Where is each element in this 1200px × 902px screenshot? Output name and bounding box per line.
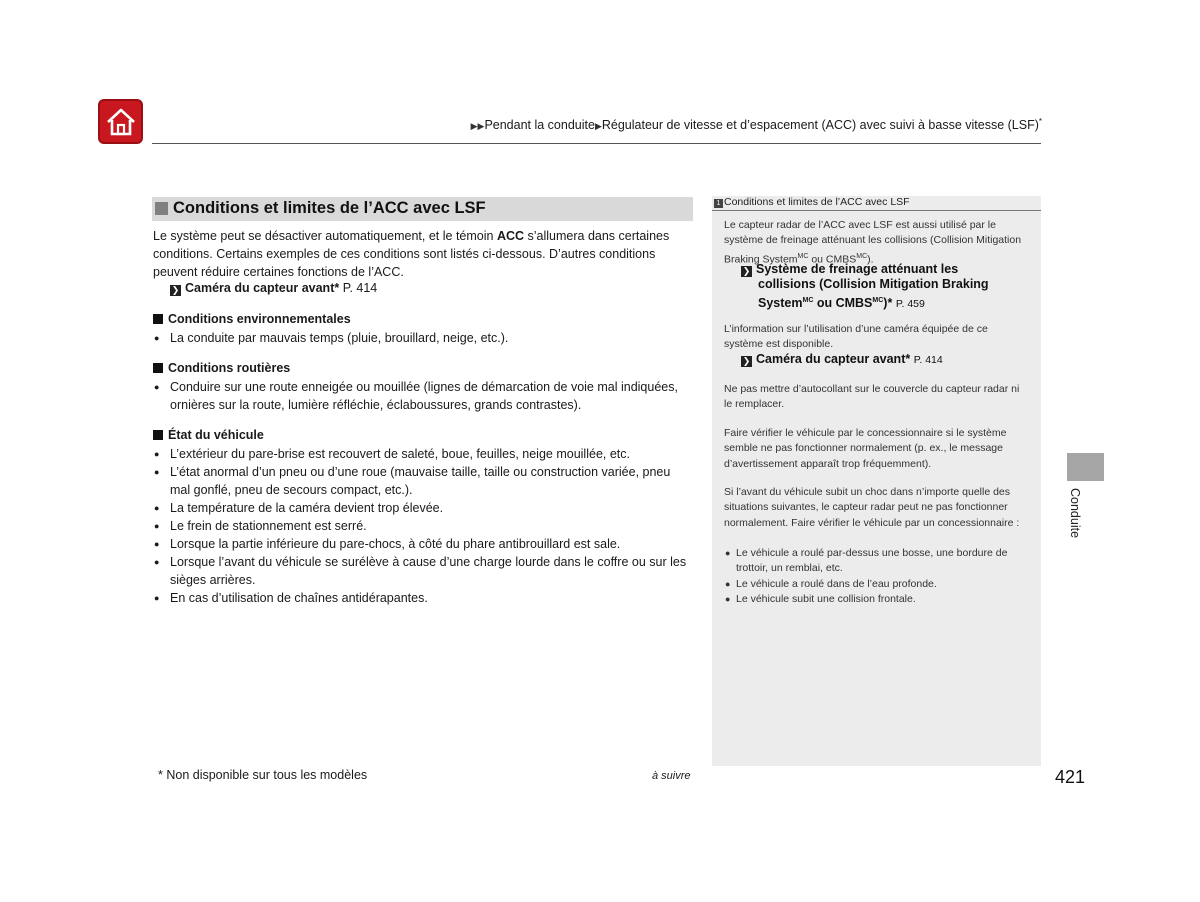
list-item: ● L’état anormal d’un pneu ou d’une roue (mauvaise taille, taille ou construction variée, pneu mal gonflé, pneu de secours compact, etc.).	[153, 463, 693, 499]
sidebar-p1-text: Le capteur radar de l’ACC avec LSF est aussi utilisé par le système de freinage atténuant les collisions (Collision Mitigation Braking System	[724, 219, 1022, 266]
sidebar-paragraph-1	[724, 218, 1029, 267]
xref-arrow-icon: ❯	[742, 266, 751, 276]
vehicle-list	[153, 445, 693, 607]
xref-asterisk: *	[334, 281, 340, 295]
list-item: ● Conduire sur une route enneigée ou mouillée (lignes de démarcation de voie mal indiquées, ornières sur la route, lumière réfléchie, éclaboussures, grands contrastes).	[153, 378, 693, 414]
list-item: ● La conduite par mauvais temps (pluie, brouillard, neige, etc.).	[153, 329, 693, 347]
sidebar-ref-icon: 1	[714, 199, 723, 208]
xref-label[interactable]: ou CMBS	[813, 295, 873, 310]
sidebar-p1-text-b: ou CMBS	[808, 253, 857, 266]
xref-line	[741, 277, 1031, 292]
xref-label[interactable]: )	[883, 295, 888, 310]
breadcrumb-arrow-icon: ▶▶	[470, 121, 485, 132]
xref-label[interactable]: Caméra du capteur avant	[756, 352, 906, 366]
home-button[interactable]	[98, 99, 143, 144]
xref-asterisk: *	[905, 352, 911, 366]
trademark-sup: MC	[872, 296, 884, 304]
xref-page[interactable]: P. 414	[342, 281, 378, 295]
chapter-tab[interactable]	[1067, 453, 1104, 481]
chapter-tab-label[interactable]: Conduite	[1068, 488, 1082, 539]
trademark-sup: MC	[797, 252, 809, 260]
list-item: ● Le véhicule a roulé dans de l’eau profonde.	[724, 577, 1029, 592]
intro-text: Le système peut se désactiver automatiquement, et le témoin	[153, 229, 497, 243]
road-list	[153, 378, 693, 414]
xref-page[interactable]: P. 459	[895, 297, 925, 310]
home-icon	[105, 107, 137, 137]
breadcrumb-link-conduite[interactable]: Pendant la conduite	[484, 118, 595, 133]
sidebar-paragraph-2: L’information sur l’utilisation d’une caméra équipée de ce système est disponible.	[724, 323, 988, 351]
sidebar-paragraph-4: Faire vérifier le véhicule par le concessionnaire si le système semble ne pas fonctionner normalement (p. ex., le message d’avertissement apparaît trop fréquemment).	[724, 427, 1007, 470]
breadcrumb	[471, 117, 1042, 132]
list-item: ● La température de la caméra devient trop élevée.	[153, 499, 693, 517]
vehicle-heading	[153, 428, 264, 442]
sidebar-p1-text-c: ).	[867, 253, 874, 266]
list-item: ● Le véhicule subit une collision frontale.	[724, 592, 1029, 607]
list-item: ● Lorsque la partie inférieure du pare-chocs, à côté du phare antibrouillard est sale.	[153, 535, 693, 553]
vehicle-heading-text: État du véhicule	[168, 428, 264, 442]
sidebar-xref-cmbs[interactable]	[741, 262, 1031, 312]
list-item: ● Le véhicule a roulé par-dessus une bosse, une bordure de trottoir, un remblai, etc.	[724, 546, 1029, 577]
sidebar-paragraph-3: Ne pas mettre d’autocollant sur le couvercle du capteur radar ni le remplacer.	[724, 383, 1020, 411]
heading-square-icon	[153, 314, 163, 324]
xref-arrow-icon: ❯	[742, 356, 751, 366]
xref-asterisk: *	[887, 295, 893, 310]
xref-camera[interactable]	[170, 281, 377, 296]
sidebar-title	[714, 196, 910, 208]
breadcrumb-arrow-icon: ▶	[594, 121, 602, 132]
list-item: ● L’extérieur du pare-brise est recouvert de saleté, boue, feuilles, neige mouillée, etc.	[153, 445, 693, 463]
env-list	[153, 329, 693, 347]
list-item: ● Lorsque l’avant du véhicule se surélève à cause d’une charge lourde dans le coffre ou sur les sièges arrières.	[153, 553, 693, 589]
breadcrumb-asterisk: *	[1038, 117, 1042, 126]
xref-page[interactable]: P. 414	[913, 354, 943, 366]
xref-label[interactable]: System	[758, 295, 803, 310]
section-title: Conditions et limites de l’ACC avec LSF	[173, 199, 486, 217]
section-square-icon	[155, 202, 168, 215]
list-item: ● En cas d’utilisation de chaînes antidérapantes.	[153, 589, 693, 607]
intro-text-continued: s’allumera dans certaines conditions. Certains exemples de ces conditions sont listés ci-dessous. D’autres conditions peuvent réduire certaines fonctions de l’ACC.	[153, 229, 670, 279]
page-number: 421	[1055, 767, 1086, 787]
footnote: * Non disponible sur tous les modèles	[158, 768, 368, 782]
heading-square-icon	[153, 430, 163, 440]
sidebar-xref-camera[interactable]	[741, 352, 943, 368]
heading-square-icon	[153, 363, 163, 373]
sidebar-paragraph-5: Si l’avant du véhicule subit un choc dans n’importe quelle des situations suivantes, le capteur radar peut ne pas fonctionner normalement. Faire vérifier le véhicule par un concessionnaire :	[724, 486, 1020, 529]
intro-paragraph	[153, 227, 693, 281]
xref-line	[741, 262, 1031, 277]
continue-label: à suivre	[652, 770, 691, 782]
xref-arrow-icon: ❯	[171, 285, 180, 295]
header-divider	[152, 143, 1041, 144]
xref-label[interactable]: Système de freinage atténuant les	[756, 262, 959, 276]
env-heading	[153, 312, 351, 326]
breadcrumb-current: Régulateur de vitesse et d’espacement (ACC) avec suivi à basse vitesse (LSF)	[601, 118, 1039, 133]
xref-label[interactable]: collisions (Collision Mitigation Braking	[758, 277, 989, 292]
road-heading	[153, 361, 290, 375]
sidebar-title-text: Conditions et limites de l’ACC avec LSF	[724, 196, 910, 208]
xref-line	[741, 293, 1031, 312]
trademark-sup: MC	[856, 252, 868, 260]
acc-indicator-label: ACC	[496, 229, 525, 243]
list-item: ● Le frein de stationnement est serré.	[153, 517, 693, 535]
sidebar-list	[724, 546, 1029, 607]
trademark-sup: MC	[802, 296, 814, 304]
road-heading-text: Conditions routières	[168, 361, 291, 375]
section-header	[152, 197, 693, 221]
xref-label[interactable]: Caméra du capteur avant	[185, 281, 335, 295]
env-heading-text: Conditions environnementales	[168, 312, 351, 326]
